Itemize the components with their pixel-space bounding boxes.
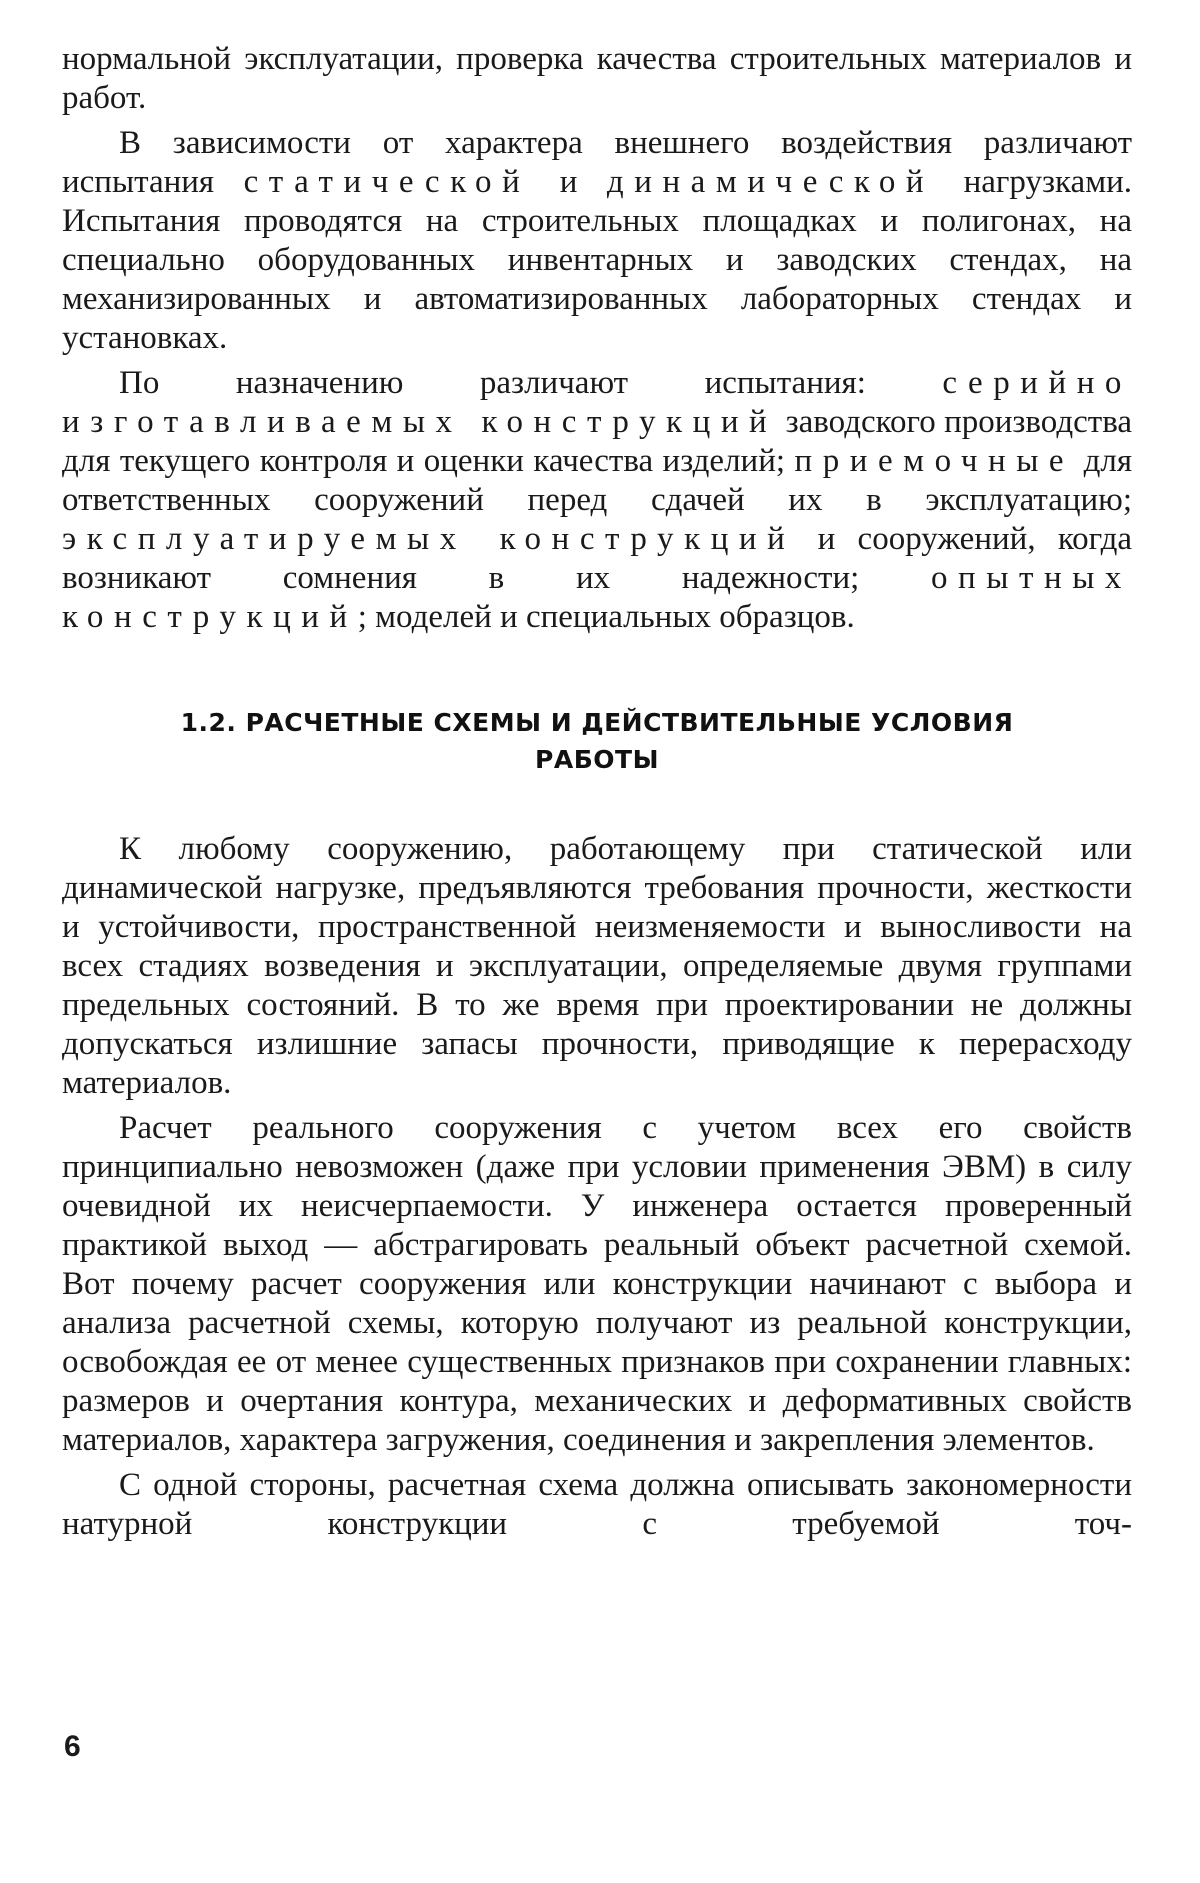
spaced-term-static: статической <box>243 164 531 200</box>
section-heading-line-2: РАБОТЫ <box>535 745 659 774</box>
paragraph-text: К любому сооружению, работающему при статической или динамической нагрузке, предъявляются требования прочности, жесткости и устойчивости, пространственной неизменяемости и выносливости на всех стадиях возведения и эксплуатации, определяемые двумя группами предельных состояний. В то же время при проектировании не должны допускаться излишние запасы прочности, приводящие к перерасходу материалов. <box>62 831 1132 1101</box>
paragraph-text: и сооружений, когда возникают сомнения в их надежности; <box>62 521 1133 596</box>
paragraph-text: ; моделей и специальных образцов. <box>357 599 855 635</box>
paragraph-text: нагрузками. Испытания проводятся на строительных площадках и полигонах, на специально оборудованных инвентарных и заводских стендах, на механизированных и автоматизированных лабораторных стендах и установках. <box>62 164 1132 356</box>
document-page <box>62 40 1132 1550</box>
paragraph-calc-scheme <box>62 1466 1132 1544</box>
spaced-term-dynamic: динамической <box>606 164 935 200</box>
section-heading <box>62 704 1132 778</box>
paragraph-calculation <box>62 1109 1132 1460</box>
paragraph-requirements <box>62 830 1132 1103</box>
paragraph-load-types <box>62 124 1132 358</box>
spaced-term-experimental: опытных конструкций <box>62 560 1132 635</box>
spaced-term-serial: серийно изготавливаемых конструкций <box>62 365 1132 440</box>
paragraph-text: заводского производства для текущего контроля и оценки качества изделий; <box>62 404 1132 479</box>
paragraph-text: По назначению различают испытания: <box>119 365 943 401</box>
paragraph-text: и <box>530 164 607 200</box>
spaced-term-operated: эксплуатируемых конструкций <box>62 521 796 557</box>
paragraph-text: В зависимости от характера внешнего воздействия различают испытания <box>62 125 1132 200</box>
paragraph-text: Расчет реального сооружения с учетом всех его свойств принципиально невозможен (даже при условии применения ЭВМ) в силу очевидной их неисчерпаемости. У инженера остается проверенный практикой выход — абстрагировать реальный объект расчетной схемой. Вот почему расчет сооружения или конструкции начинают с выбора и анализа расчетной схемы, которую получают из реальной конструкции, освобождая ее от менее существенных признаков при сохранении главных: размеров и очертания контура, механических и деформативных свойств материалов, характера загружения, соединения и закрепления элементов. <box>62 1110 1132 1458</box>
section-heading-line-1: 1.2. РАСЧЕТНЫЕ СХЕМЫ И ДЕЙСТВИТЕЛЬНЫЕ УСЛОВИЯ <box>180 708 1014 737</box>
paragraph-text: для ответственных сооружений перед сдачей их в эксплуатацию; <box>62 443 1133 518</box>
intro-paragraph <box>62 40 1132 118</box>
page-number: 6 <box>64 1730 81 1763</box>
spaced-term-acceptance: приемочные <box>794 443 1075 479</box>
paragraph-text: С одной стороны, расчетная схема должна описывать закономерности натурной конструкции с требуемой точ- <box>62 1467 1132 1542</box>
paragraph-test-purpose <box>62 364 1132 637</box>
intro-text: нормальной эксплуатации, проверка качества строительных материалов и работ. <box>62 41 1132 116</box>
